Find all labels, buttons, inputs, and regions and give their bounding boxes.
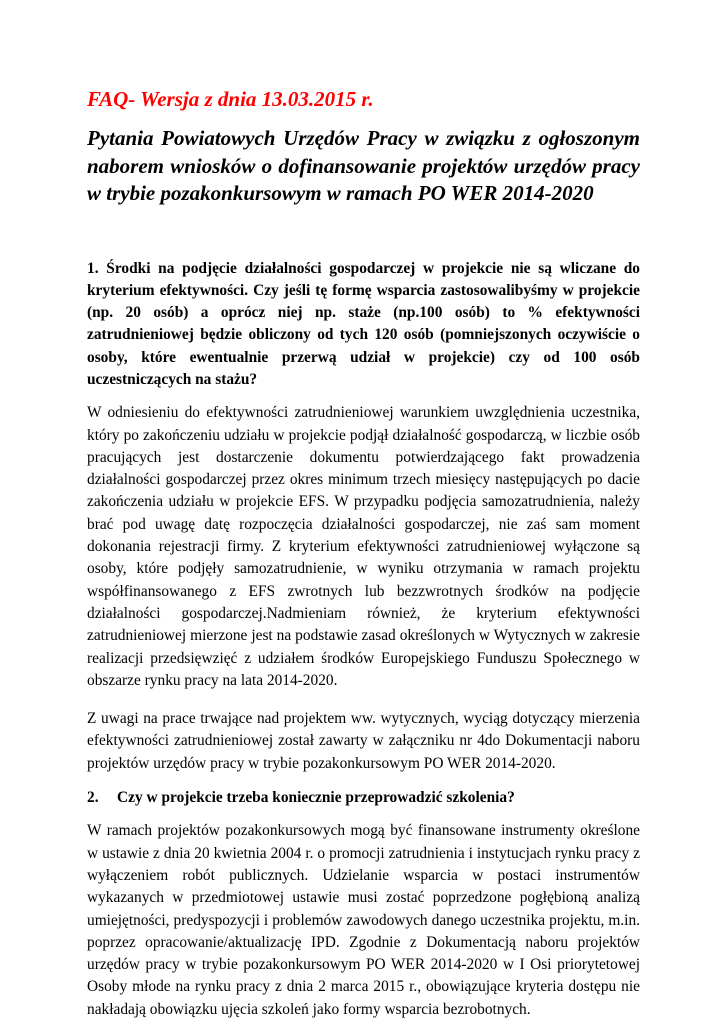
answer-2-paragraph-1: W ramach projektów pozakonkursowych mogą być finansowane instrumenty określone w ustawie z dnia 20 kwietnia 2004 r. o promocji zatrudnienia i instytucjach rynku pracy z wyłączeniem robót publicznych. Udzielanie wsparcia w postaci instrumentów wykazanych w przedmiotowej ustawie musi zostać poprzedzone pogłębioną analizą umiejętności, predyspozycji i problemów zawodowych danego uczestnika projektu, m.in. poprzez opracowanie/aktualizację IPD. Zgodnie z Dokumentacją naboru projektów urzędów pracy w trybie pozakonkursowym PO WER 2014-2020 w I Osi priorytetowej Osoby młode na rynku pracy z dnia 2 marca 2015 r., obowiązujące kryteria dostępu nie nakładają obowiązku ujęcia szkoleń jako formy wsparcia bezrobotnych. [87,822,640,1018]
document-title: Pytania Powiatowych Urzędów Pracy w związku z ogłoszonym naborem wniosków o dofinansowanie projektów urzędów pracy w trybie pozakonkursowym w ramach PO WER 2014-2020 [87,126,640,205]
answer-1-paragraph-2: Z uwagi na prace trwające nad projektem ww. wytycznych, wyciąg dotyczący mierzenia efektywności zatrudnieniowej został zawarty w załączniku nr 4do Dokumentacji naboru projektów urzędów pracy w trybie pozakonkursowym PO WER 2014-2020. [87,710,640,772]
question-text: Środki na podjęcie działalności gospodarczej w projekcie nie są wliczane do kryterium efektywności. Czy jeśli tę formę wsparcia zastosowalibyśmy w projekcie (np. 20 osób) a oprócz niej np. staże (np.100 osób) to % efektywności zatrudnieniowej będzie obliczony od tych 120 osób (pomniejszonych oczywiście o osoby, które ewentualnie przerwą udział w projekcie) czy od 100 osób uczestniczących na stażu? [87,259,640,388]
document-page [87,86,640,1021]
answer-1-paragraph-1: W odniesieniu do efektywności zatrudnieniowej warunkiem uwzględnienia uczestnika, który po zakończeniu udziału w projekcie podjął działalność gospodarczą, w liczbie osób pracujących jest dostarczenie dokumentu potwierdzającego fakt prowadzenia działalności gospodarczej przez okres minimum trzech miesięcy następujących po dacie zakończenia udziału w projekcie EFS. W przypadku podjęcia samozatrudnienia, należy brać pod uwagę datę rozpoczęcia działalności gospodarczej, nie zaś sam moment dokonania rejestracji firmy. Z kryterium efektywności zatrudnieniowej wyłączone są osoby, które podjęły samozatrudnienie, w wyniku otrzymania w ramach projektu współfinansowanego z EFS zwrotnych lub bezzwrotnych środków na podjęcie działalności gospodarczej.Nadmieniam również, że kryterium efektywności zatrudnieniowej mierzone jest na podstawie zasad określonych w Wytycznych w zakresie realizacji przedsięwzięć z udziałem środków Europejskiego Funduszu Społecznego w obszarze rynku pracy na lata 2014-2020. [87,404,640,689]
question-2 [87,787,640,809]
question-text: Czy w projekcie trzeba koniecznie przeprowadzić szkolenia? [117,789,515,807]
faq-version-heading: FAQ- Wersja z dnia 13.03.2015 r. [87,87,374,111]
question-1 [87,258,640,392]
question-number: 1. [87,259,99,277]
question-number: 2. [87,789,99,807]
